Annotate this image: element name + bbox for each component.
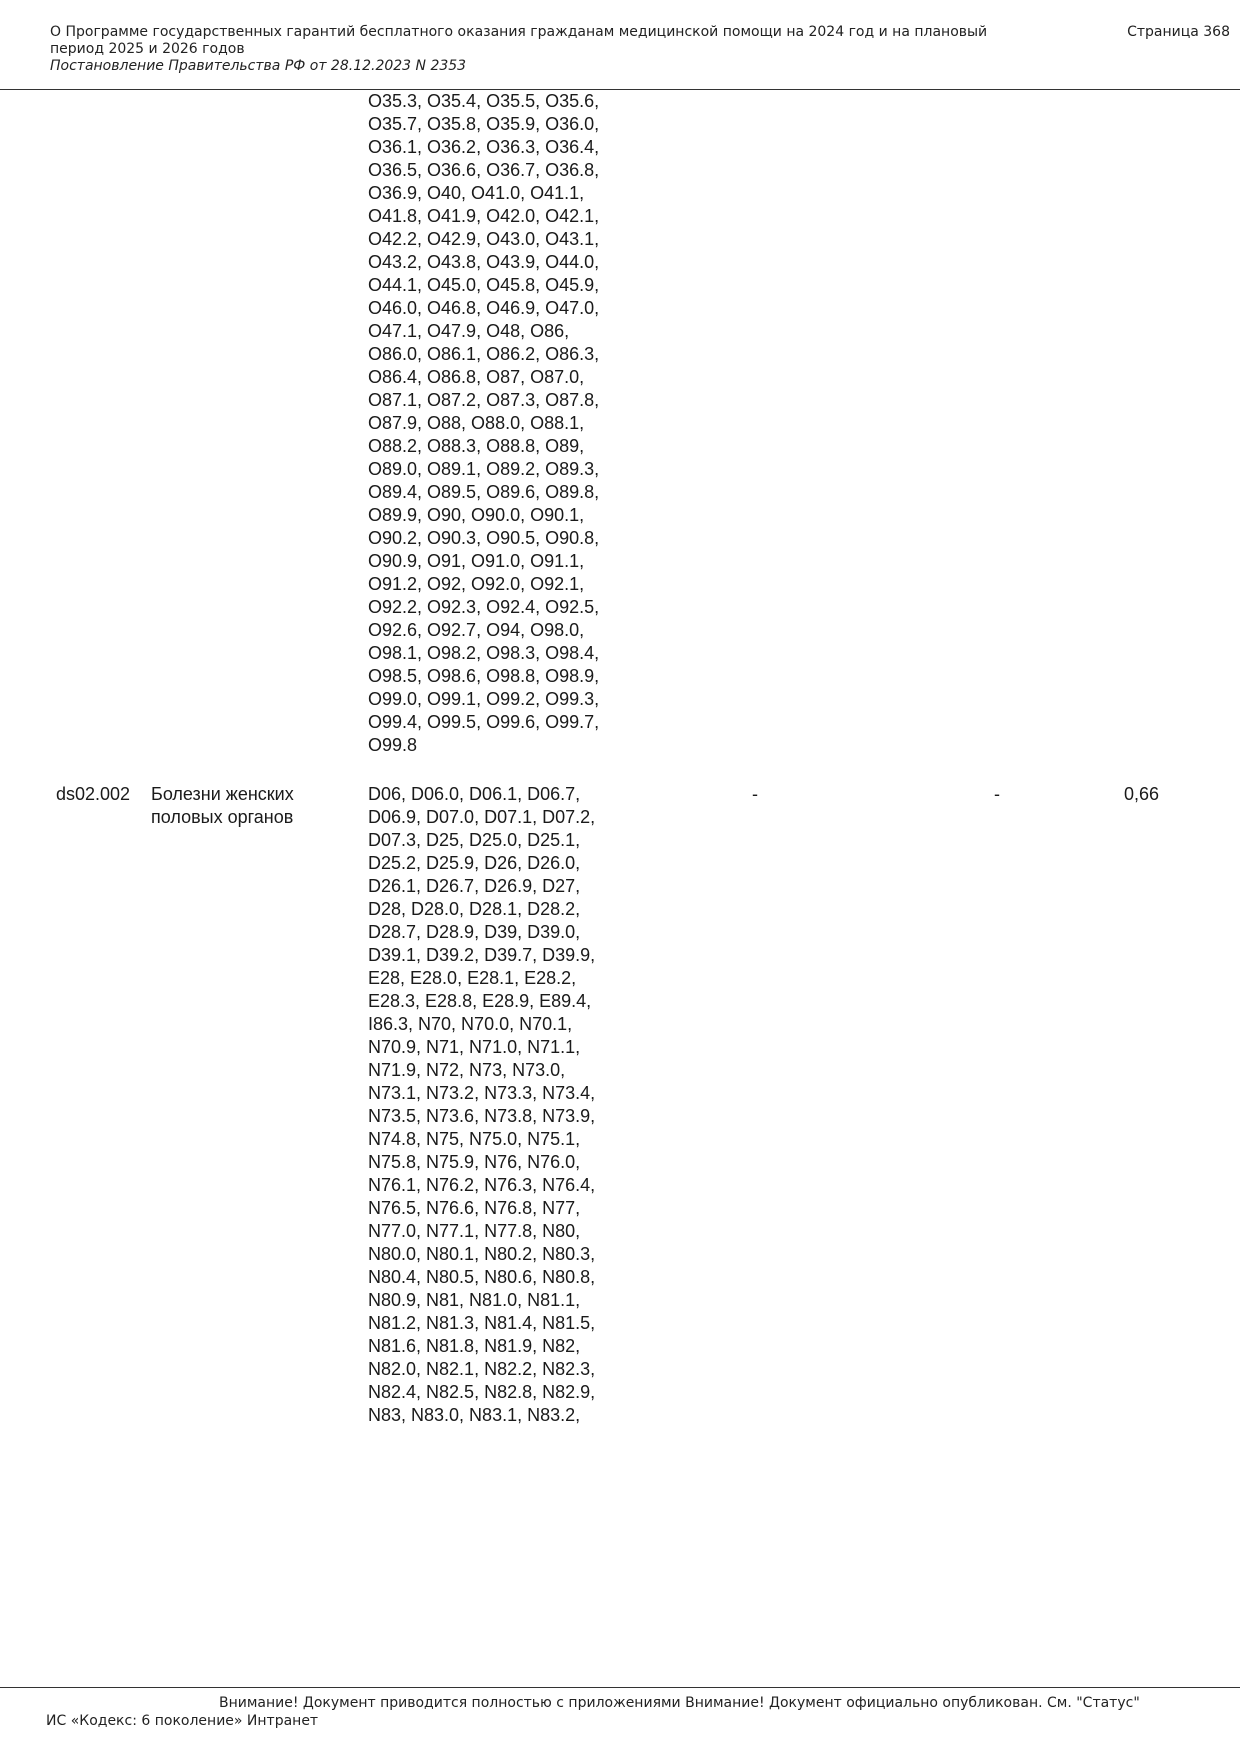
code-line: O87.1, O87.2, O87.3, O87.8, — [368, 390, 600, 410]
code-line: O89.4, O89.5, O89.6, O89.8, — [368, 482, 600, 502]
page-header — [50, 24, 1230, 75]
document-title: О Программе государственных гарантий бесплатного оказания гражданам медицинской помощи на 2024 год и на плановый период 2025 и 2026 годов — [50, 24, 988, 57]
code-line: O42.2, O42.9, O43.0, O43.1, — [368, 229, 600, 249]
code-line: N82.0, N82.1, N82.2, N82.3, — [368, 1359, 596, 1379]
code-line: N76.5, N76.6, N76.8, N77, — [368, 1198, 581, 1218]
code-line: D25.2, D25.9, D26, D26.0, — [368, 853, 581, 873]
row-coefficient: 0,66 — [1124, 784, 1160, 804]
code-line: I86.3, N70, N70.0, N70.1, — [368, 1014, 573, 1034]
code-line: O36.1, O36.2, O36.3, O36.4, — [368, 137, 600, 157]
code-line: O44.1, O45.0, O45.8, O45.9, — [368, 275, 600, 295]
code-line: O98.1, O98.2, O98.3, O98.4, — [368, 643, 600, 663]
code-line: O99.4, O99.5, O99.6, O99.7, — [368, 712, 600, 732]
code-line: O36.5, O36.6, O36.7, O36.8, — [368, 160, 600, 180]
code-line: N81.6, N81.8, N81.9, N82, — [368, 1336, 581, 1356]
code-line: N70.9, N71, N71.0, N71.1, — [368, 1037, 581, 1057]
code-line: O41.8, O41.9, O42.0, O42.1, — [368, 206, 600, 226]
code-line: N73.5, N73.6, N73.8, N73.9, — [368, 1106, 596, 1126]
header-divider — [0, 89, 1240, 90]
row-code: ds02.002 — [56, 784, 131, 804]
code-line: D06.9, D07.0, D07.1, D07.2, — [368, 807, 596, 827]
code-line: N76.1, N76.2, N76.3, N76.4, — [368, 1175, 596, 1195]
code-line: O92.6, O92.7, O94, O98.0, — [368, 620, 585, 640]
code-line: O90.9, O91, O91.0, O91.1, — [368, 551, 585, 571]
code-line: N74.8, N75, N75.0, N75.1, — [368, 1129, 581, 1149]
row-column-5: - — [994, 784, 1000, 804]
code-line: O86.0, O86.1, O86.2, O86.3, — [368, 344, 600, 364]
code-line: N77.0, N77.1, N77.8, N80, — [368, 1221, 581, 1241]
code-line: O35.3, O35.4, O35.5, O35.6, — [368, 91, 600, 111]
code-line: E28.3, E28.8, E28.9, E89.4, — [368, 991, 592, 1011]
code-line: N80.4, N80.5, N80.6, N80.8, — [368, 1267, 596, 1287]
code-line: O99.0, O99.1, O99.2, O99.3, — [368, 689, 600, 709]
code-line: O90.2, O90.3, O90.5, O90.8, — [368, 528, 600, 548]
code-line: D39.1, D39.2, D39.7, D39.9, — [368, 945, 596, 965]
code-line: O88.2, O88.3, O88.8, O89, — [368, 436, 585, 456]
row-icd-codes — [368, 783, 595, 1427]
footer-system: ИС «Кодекс: 6 поколение» Интранет — [46, 1713, 319, 1729]
code-line: O89.0, O89.1, O89.2, O89.3, — [368, 459, 600, 479]
code-line: D28, D28.0, D28.1, D28.2, — [368, 899, 581, 919]
code-line: E28, E28.0, E28.1, E28.2, — [368, 968, 577, 988]
code-line: N73.1, N73.2, N73.3, N73.4, — [368, 1083, 596, 1103]
code-line: O92.2, O92.3, O92.4, O92.5, — [368, 597, 600, 617]
code-line: O99.8 — [368, 735, 418, 755]
code-line: O89.9, O90, O90.0, O90.1, — [368, 505, 585, 525]
code-line: N82.4, N82.5, N82.8, N82.9, — [368, 1382, 596, 1402]
code-line: N80.9, N81, N81.0, N81.1, — [368, 1290, 581, 1310]
code-line: D26.1, D26.7, D26.9, D27, — [368, 876, 581, 896]
code-line: O47.1, O47.9, O48, O86, — [368, 321, 570, 341]
continued-icd-codes — [368, 90, 599, 757]
code-line: N81.2, N81.3, N81.4, N81.5, — [368, 1313, 596, 1333]
footer-divider — [0, 1687, 1240, 1688]
code-line: D07.3, D25, D25.0, D25.1, — [368, 830, 581, 850]
row-column-4: - — [752, 784, 758, 804]
code-line: D06, D06.0, D06.1, D06.7, — [368, 784, 581, 804]
code-line: N83, N83.0, N83.1, N83.2, — [368, 1405, 581, 1425]
code-line: O36.9, O40, O41.0, O41.1, — [368, 183, 585, 203]
code-line: N71.9, N72, N73, N73.0, — [368, 1060, 566, 1080]
code-line: D28.7, D28.9, D39, D39.0, — [368, 922, 581, 942]
code-line: O91.2, O92, O92.0, O92.1, — [368, 574, 585, 594]
code-line: O98.5, O98.6, O98.8, O98.9, — [368, 666, 600, 686]
code-line: O86.4, O86.8, O87, O87.0, — [368, 367, 585, 387]
code-line: N75.8, N75.9, N76, N76.0, — [368, 1152, 581, 1172]
footer-notice: Внимание! Документ приводится полностью с приложениями Внимание! Документ официально опубликован. См. "Статус" — [219, 1695, 1140, 1711]
code-line: O87.9, O88, O88.0, O88.1, — [368, 413, 585, 433]
row-name: Болезни женских половых органов — [151, 784, 294, 827]
code-line: N80.0, N80.1, N80.2, N80.3, — [368, 1244, 596, 1264]
decree-reference: Постановление Правительства РФ от 28.12.2023 N 2353 — [50, 58, 467, 74]
page-number: Страница 368 — [1127, 24, 1230, 40]
code-line: O35.7, O35.8, O35.9, O36.0, — [368, 114, 600, 134]
code-line: O43.2, O43.8, O43.9, O44.0, — [368, 252, 600, 272]
code-line: O46.0, O46.8, O46.9, O47.0, — [368, 298, 600, 318]
